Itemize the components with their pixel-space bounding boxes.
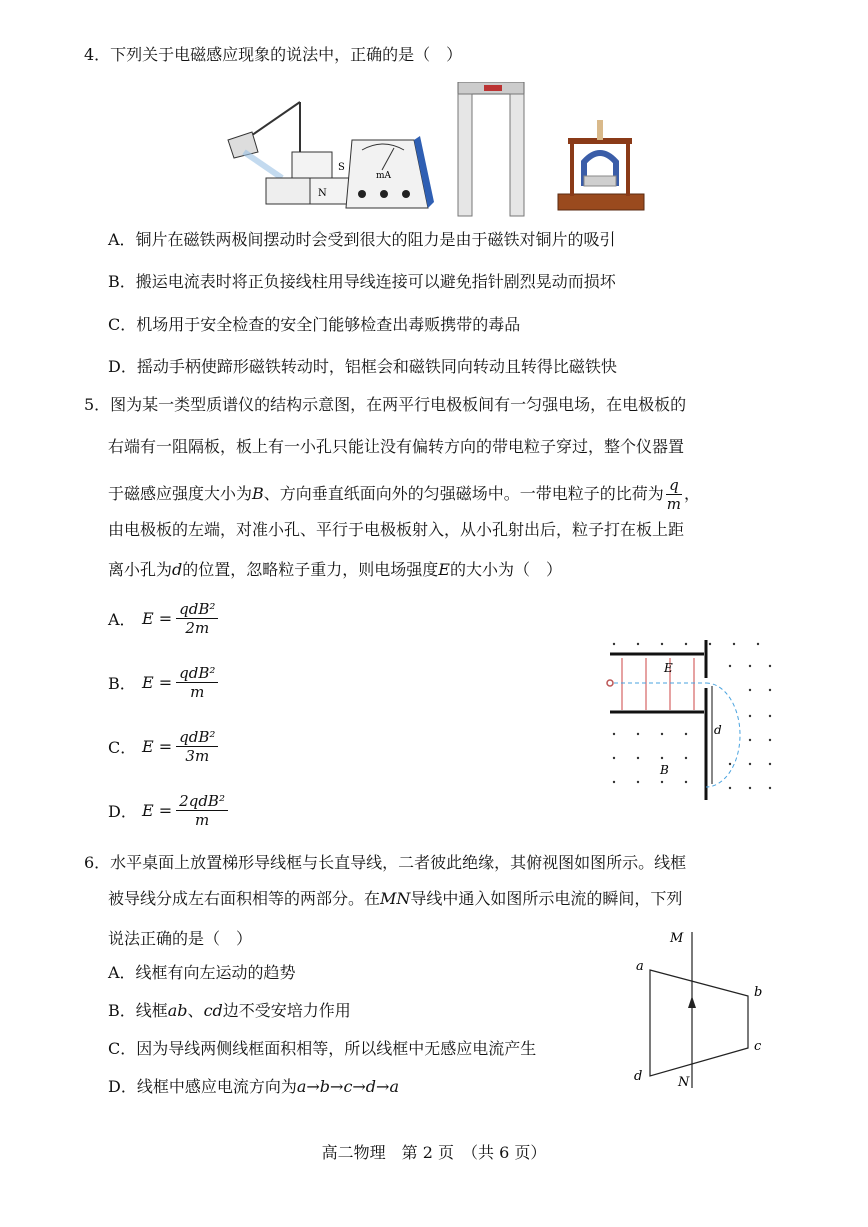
q6-option-b: B．线框ab、cd边不受安培力作用	[108, 1001, 351, 1020]
distance-d-label: d	[714, 723, 722, 737]
label-n: N	[678, 1075, 690, 1090]
label-m: M	[670, 931, 684, 946]
q6-option-d: D．线框中感应电流方向为a→b→c→d→a	[108, 1077, 399, 1096]
q6-option-a: A．线框有向左运动的趋势	[108, 963, 296, 982]
q4-option-c: C．机场用于安全检查的安全门能够检查出毒贩携带的毒品	[108, 315, 521, 334]
mass-spectrometer-figure	[600, 636, 780, 806]
trapezoid-frame-figure	[620, 926, 780, 1096]
q4-option-d: D．摇动手柄使蹄形磁铁转动时，铝框会和磁铁同向转动且转得比磁铁快	[108, 357, 617, 376]
q6-stem-line1: 6．水平桌面上放置梯形导线框与长直导线，二者彼此绝缘，其俯视图如图所示。线框	[84, 853, 687, 872]
q4-stem: 4．下列关于电磁感应现象的说法中，正确的是（ ）	[84, 45, 463, 64]
field-b-label: B	[660, 763, 669, 777]
q5-stem-line1: 5．图为某一类型质谱仪的结构示意图，在两平行电极板间有一匀强电场，在电极板的	[84, 395, 687, 414]
security-gate-figure	[458, 82, 524, 216]
meter-ma-label: mA	[376, 171, 392, 181]
magnet-n-label: N	[318, 188, 327, 199]
q5-option-b: B． E = $\frac{\text{qdB²}}{m}$	[108, 664, 218, 701]
label-d: d	[634, 1069, 643, 1084]
q5-stem-line4: 由电极板的左端，对准小孔、平行于电极板射入，从小孔射出后，粒子打在板上距	[108, 520, 685, 539]
q5-stem-line2: 右端有一阻隔板，板上有一小孔只能让没有偏转方向的带电粒子穿过，整个仪器置	[108, 437, 685, 456]
field-e-label: E	[664, 661, 673, 675]
q5-option-d: D． E = $\frac{\text{2qdB²}}{m}$	[108, 792, 228, 829]
q6-stem-line3: 说法正确的是（ ）	[108, 929, 253, 948]
q6-option-c: C．因为导线两侧线框面积相等，所以线框中无感应电流产生	[108, 1039, 537, 1058]
q5-stem-line3: 于磁感应强度大小为B、方向垂直纸面向外的匀强磁场中。一带电粒子的比荷为 $\frac{q}{m}$ ，	[108, 476, 701, 513]
q4-figures	[222, 82, 662, 222]
q4-option-b: B．搬运电流表时将正负接线柱用导线连接可以避免指针剧烈晃动而损坏	[108, 272, 616, 291]
label-b: b	[754, 985, 763, 1000]
q5-stem-line5: 离小孔为d的位置，忽略粒子重力，则电场强度E的大小为（ ）	[108, 560, 562, 579]
magnet-s-label: S	[338, 162, 345, 173]
magnetic-field-dots	[613, 643, 771, 789]
pendulum-figure	[228, 102, 350, 204]
ammeter-figure	[346, 136, 434, 208]
horseshoe-figure	[558, 120, 644, 210]
page-footer: 高二物理 第 2 页 （共 6 页）	[321, 1143, 547, 1162]
q5-option-c: C． E = $\frac{\text{qdB²}}{3m}$	[108, 728, 218, 765]
q5-option-a: A． E = $\frac{\text{qdB²}}{2m}$	[108, 600, 218, 637]
q6-stem-line2: 被导线分成左右面积相等的两部分。在MN导线中通入如图所示电流的瞬间，下列	[108, 889, 683, 908]
label-c: c	[754, 1039, 762, 1054]
q4-option-a: A．铜片在磁铁两极间摆动时会受到很大的阻力是由于磁铁对铜片的吸引	[108, 230, 616, 249]
label-a: a	[636, 959, 644, 974]
